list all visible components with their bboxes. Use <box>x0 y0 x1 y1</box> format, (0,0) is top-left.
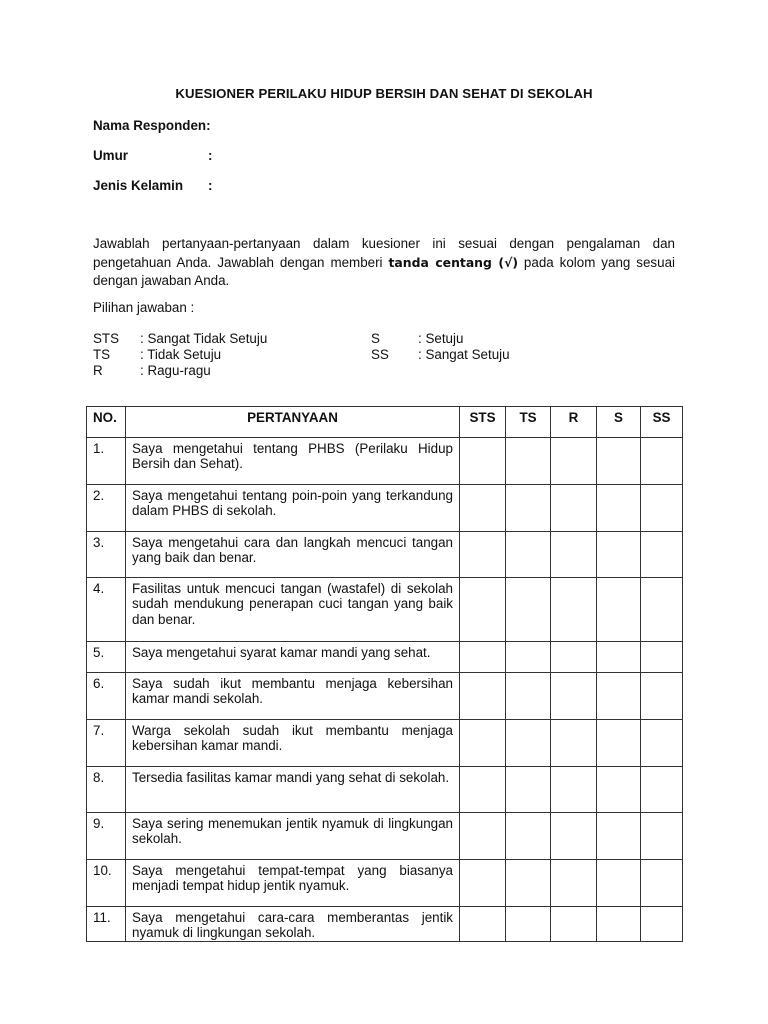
answer-cell-sts[interactable] <box>460 720 506 767</box>
answer-cell-sts[interactable] <box>460 860 506 907</box>
answer-cell-s[interactable] <box>597 485 641 532</box>
table-row <box>87 578 683 642</box>
answer-cell-r[interactable] <box>551 673 597 720</box>
answer-cell-ts[interactable] <box>506 813 551 860</box>
row-number: 6. <box>87 673 126 720</box>
header-no: NO. <box>87 407 126 438</box>
table-row <box>87 860 683 907</box>
age-label: Umur <box>93 148 128 163</box>
table-row <box>87 720 683 767</box>
answer-cell-sts[interactable] <box>460 532 506 578</box>
row-number: 1. <box>87 438 126 485</box>
legend-code-s: S <box>371 331 380 346</box>
answer-cell-r[interactable] <box>551 907 597 942</box>
answer-cell-ts[interactable] <box>506 720 551 767</box>
header-s: S <box>597 407 641 438</box>
answer-cell-r[interactable] <box>551 767 597 813</box>
answer-cell-ss[interactable] <box>641 532 683 578</box>
answer-cell-sts[interactable] <box>460 485 506 532</box>
respondent-name-label: Nama Responden: <box>93 118 211 133</box>
row-question: Saya mengetahui tentang poin-poin yang terkandung dalam PHBS di sekolah. <box>126 485 460 532</box>
row-question: Fasilitas untuk mencuci tangan (wastafel) di sekolah sudah mendukung penerapan cuci tangan yang baik dan benar. <box>126 578 460 642</box>
table-header-row <box>87 407 683 438</box>
row-question: Saya mengetahui tentang PHBS (Perilaku Hidup Bersih dan Sehat). <box>126 438 460 485</box>
legend-meaning-sts: : Sangat Tidak Setuju <box>140 331 268 346</box>
answer-cell-s[interactable] <box>597 438 641 485</box>
answer-cell-ts[interactable] <box>506 642 551 673</box>
header-ts: TS <box>506 407 551 438</box>
answer-cell-s[interactable] <box>597 578 641 642</box>
questionnaire-table <box>86 406 683 942</box>
instructions-text-1: Jawablah pertanyaan-pertanyaan dalam kuesioner ini sesuai dengan pengalaman dan pengetahuan Anda. Jawablah dengan memberi <box>93 236 675 270</box>
header-ss: SS <box>641 407 683 438</box>
row-question: Saya mengetahui cara-cara memberantas jentik nyamuk di lingkungan sekolah. <box>126 907 460 942</box>
age-colon: : <box>208 148 213 163</box>
row-number: 4. <box>87 578 126 642</box>
gender-colon: : <box>208 178 213 193</box>
row-number: 7. <box>87 720 126 767</box>
answer-cell-s[interactable] <box>597 720 641 767</box>
legend-meaning-s: : Setuju <box>418 331 464 346</box>
answer-cell-ss[interactable] <box>641 438 683 485</box>
answer-cell-ts[interactable] <box>506 907 551 942</box>
legend-code-ss: SS <box>371 347 389 362</box>
answer-cell-sts[interactable] <box>460 578 506 642</box>
row-question: Saya mengetahui tempat-tempat yang biasanya menjadi tempat hidup jentik nyamuk. <box>126 860 460 907</box>
answer-cell-ss[interactable] <box>641 485 683 532</box>
answer-cell-s[interactable] <box>597 767 641 813</box>
legend-meaning-ss: : Sangat Setuju <box>418 347 510 362</box>
answer-cell-ss[interactable] <box>641 813 683 860</box>
table-row <box>87 767 683 813</box>
answer-cell-s[interactable] <box>597 673 641 720</box>
answer-cell-ss[interactable] <box>641 907 683 942</box>
table-row <box>87 907 683 942</box>
instructions-bold: tanda centang (√) <box>388 254 518 270</box>
answer-cell-sts[interactable] <box>460 813 506 860</box>
answer-cell-sts[interactable] <box>460 438 506 485</box>
answer-cell-s[interactable] <box>597 813 641 860</box>
answer-cell-s[interactable] <box>597 532 641 578</box>
row-question: Warga sekolah sudah ikut membantu menjaga kebersihan kamar mandi. <box>126 720 460 767</box>
answer-cell-ts[interactable] <box>506 860 551 907</box>
row-number: 3. <box>87 532 126 578</box>
document-title: KUESIONER PERILAKU HIDUP BERSIH DAN SEHAT DI SEKOLAH <box>175 86 593 101</box>
row-question: Saya mengetahui syarat kamar mandi yang sehat. <box>126 642 460 673</box>
table-row <box>87 485 683 532</box>
table-row <box>87 813 683 860</box>
answer-cell-ss[interactable] <box>641 642 683 673</box>
table-row <box>87 642 683 673</box>
header-sts: STS <box>460 407 506 438</box>
row-number: 8. <box>87 767 126 813</box>
answer-cell-ss[interactable] <box>641 578 683 642</box>
answer-cell-sts[interactable] <box>460 642 506 673</box>
answer-cell-sts[interactable] <box>460 767 506 813</box>
answer-cell-r[interactable] <box>551 813 597 860</box>
legend-code-ts: TS <box>93 347 111 362</box>
answer-cell-ts[interactable] <box>506 767 551 813</box>
row-number: 9. <box>87 813 126 860</box>
answer-cell-sts[interactable] <box>460 673 506 720</box>
age-field <box>93 148 213 163</box>
instructions-paragraph <box>93 235 675 291</box>
row-number: 11. <box>87 907 126 942</box>
header-r: R <box>551 407 597 438</box>
answer-cell-ts[interactable] <box>506 532 551 578</box>
answer-cell-ss[interactable] <box>641 720 683 767</box>
answer-cell-ts[interactable] <box>506 485 551 532</box>
instructions-text-2: pada kolom yang sesuai dengan jawaban Anda. <box>93 254 675 288</box>
row-question: Saya sering menemukan jentik nyamuk di lingkungan sekolah. <box>126 813 460 860</box>
answer-cell-r[interactable] <box>551 438 597 485</box>
answer-cell-r[interactable] <box>551 578 597 642</box>
gender-label: Jenis Kelamin <box>93 178 184 193</box>
answer-cell-ss[interactable] <box>641 673 683 720</box>
row-question: Tersedia fasilitas kamar mandi yang sehat di sekolah. <box>126 767 460 813</box>
answer-cell-r[interactable] <box>551 485 597 532</box>
legend-code-r: R <box>93 363 103 378</box>
respondent-name-field <box>93 118 211 133</box>
row-number: 10. <box>87 860 126 907</box>
row-question: Saya mengetahui cara dan langkah mencuci tangan yang baik dan benar. <box>126 532 460 578</box>
row-question: Saya sudah ikut membantu menjaga kebersihan kamar mandi sekolah. <box>126 673 460 720</box>
answer-cell-s[interactable] <box>597 907 641 942</box>
answer-cell-ts[interactable] <box>506 438 551 485</box>
row-number: 2. <box>87 485 126 532</box>
table-row <box>87 532 683 578</box>
legend-code-sts: STS <box>93 331 120 346</box>
answer-cell-s[interactable] <box>597 860 641 907</box>
answer-cell-sts[interactable] <box>460 907 506 942</box>
row-number: 5. <box>87 642 126 673</box>
legend-meaning-ts: : Tidak Setuju <box>140 347 222 362</box>
answer-cell-r[interactable] <box>551 532 597 578</box>
answer-cell-ss[interactable] <box>641 767 683 813</box>
answer-cell-s[interactable] <box>597 642 641 673</box>
table-row <box>87 438 683 485</box>
legend-meaning-r: : Ragu-ragu <box>140 363 211 378</box>
options-heading: Pilihan jawaban : <box>93 300 195 315</box>
header-question: PERTANYAAN <box>126 407 460 438</box>
answer-cell-ts[interactable] <box>506 673 551 720</box>
gender-field <box>93 178 213 193</box>
answer-cell-r[interactable] <box>551 720 597 767</box>
answer-cell-r[interactable] <box>551 642 597 673</box>
answer-cell-r[interactable] <box>551 860 597 907</box>
answer-cell-ss[interactable] <box>641 860 683 907</box>
table-row <box>87 673 683 720</box>
answer-cell-ts[interactable] <box>506 578 551 642</box>
